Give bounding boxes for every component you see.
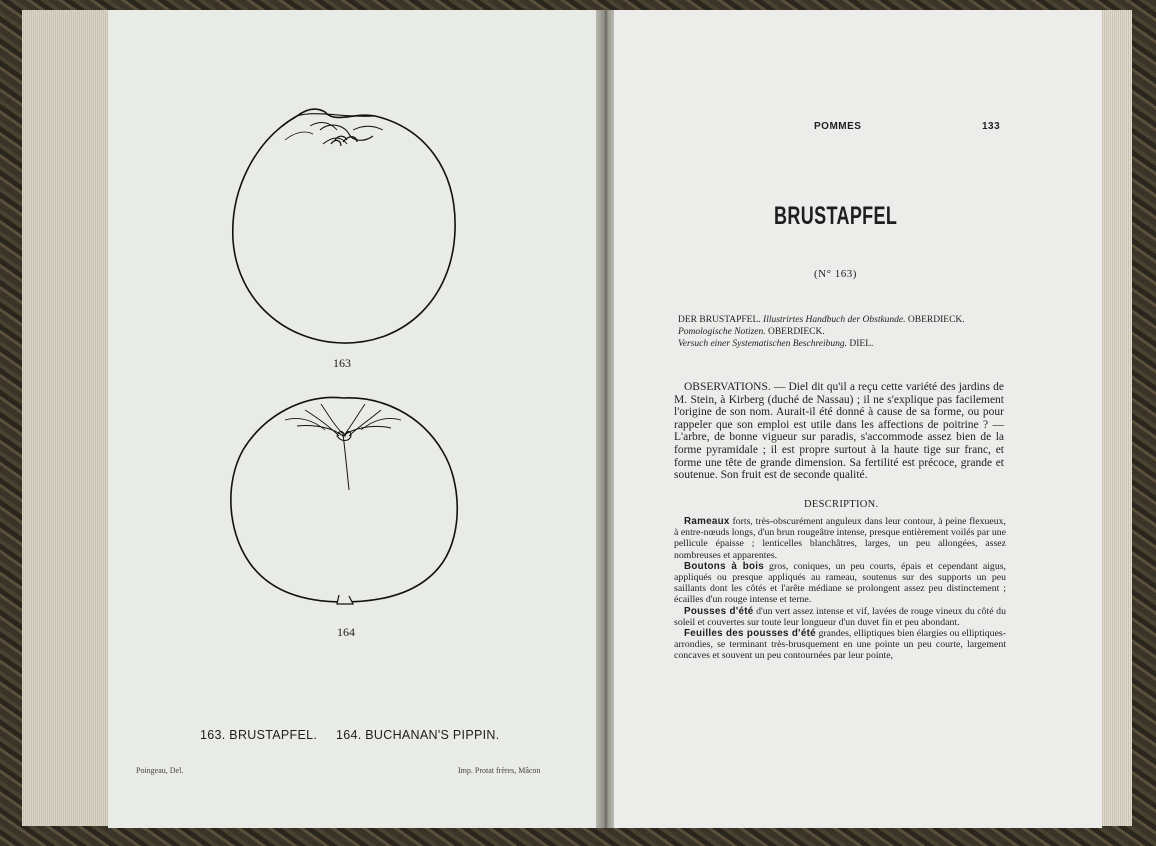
credit-printer: Imp. Protat frères, Mâcon	[458, 766, 541, 775]
figure-number-163: 163	[333, 356, 351, 370]
figure-number-164: 164	[337, 625, 355, 639]
description-item: Boutons à bois gros, coniques, un peu courts, épais et cependant aigus, appliqués ou presque appliqués au rameau, soutenus sur des supports un peu saillants dont les côtés et l'arête médiane se prolongent assez peu distinctement ; écailles d'un rouge intense et terne.	[674, 560, 1006, 606]
variety-number: (N° 163)	[814, 268, 857, 280]
synonym-line: Pomologische Notizen. OBERDIECK.	[678, 327, 825, 337]
observations-text: — Diel dit qu'il a reçu cette variété des jardins de M. Stein, à Kirberg (duché de Nassau) ; il ne s'explique pas facilement l'origine de son nom. Aurait-il été donné à cause de sa forme, ou pour rappeler que son emploi est utile dans les affections de poitrine ? — L'arbre, de bonne vigueur sur paradis, s'accommode assez bien de la forme pyramidale ; il est propre surtout à la haute tige sur franc, et forme une tête de grande dimension. Sa fertilité est précoce, grande et soutenue. Son fruit est de seconde qualité.	[674, 381, 1004, 482]
apple-illustration-163	[225, 100, 465, 350]
observations-paragraph	[674, 381, 1004, 482]
apple-illustration-164	[225, 390, 465, 612]
description-item: Rameaux forts, très-obscurément anguleux dans leur contour, à peine flexueux, à entre-nœuds longs, d'un brun rougeâtre intense, presque entièrement voilés par une pellicule épaisse ; lenticelles blanchâtres, larges, un peu allongées, assez nombreuses et apparentes.	[674, 516, 1006, 561]
description-item: Pousses d'été d'un vert assez intense et vif, lavées de rouge vineux du côté du soleil et couvertes sur toute leur longueur d'un duvet fin et peu abondant.	[674, 605, 1006, 628]
book-gutter	[596, 10, 616, 828]
description-heading: DESCRIPTION.	[804, 499, 879, 510]
page-title: BRUSTAPFEL	[774, 202, 898, 230]
observations-label: OBSERVATIONS.	[684, 381, 771, 393]
plate-caption: 163. BRUSTAPFEL. 164. BUCHANAN'S PIPPIN.	[200, 728, 500, 742]
credit-drawer: Poingeau, Del.	[136, 766, 184, 775]
right-page-edges	[1100, 10, 1132, 826]
synonym-line: Versuch einer Systematischen Beschreibung. DIEL.	[678, 339, 874, 349]
description-block	[674, 516, 1006, 662]
page-number: 133	[982, 121, 1001, 132]
description-item: Feuilles des pousses d'été grandes, elliptiques bien élargies ou elliptiques-arrondies, se terminant très-brusquement en une pointe un peu courte, largement concaves et souvent un peu contournées par leur pointe,	[674, 628, 1006, 662]
left-page-edges	[22, 10, 110, 826]
synonym-line: DER BRUSTAPFEL. Illustrirtes Handbuch der Obstkunde. OBERDIECK.	[678, 315, 965, 325]
synonyms-block	[678, 314, 1008, 350]
running-head: POMMES	[814, 121, 862, 132]
